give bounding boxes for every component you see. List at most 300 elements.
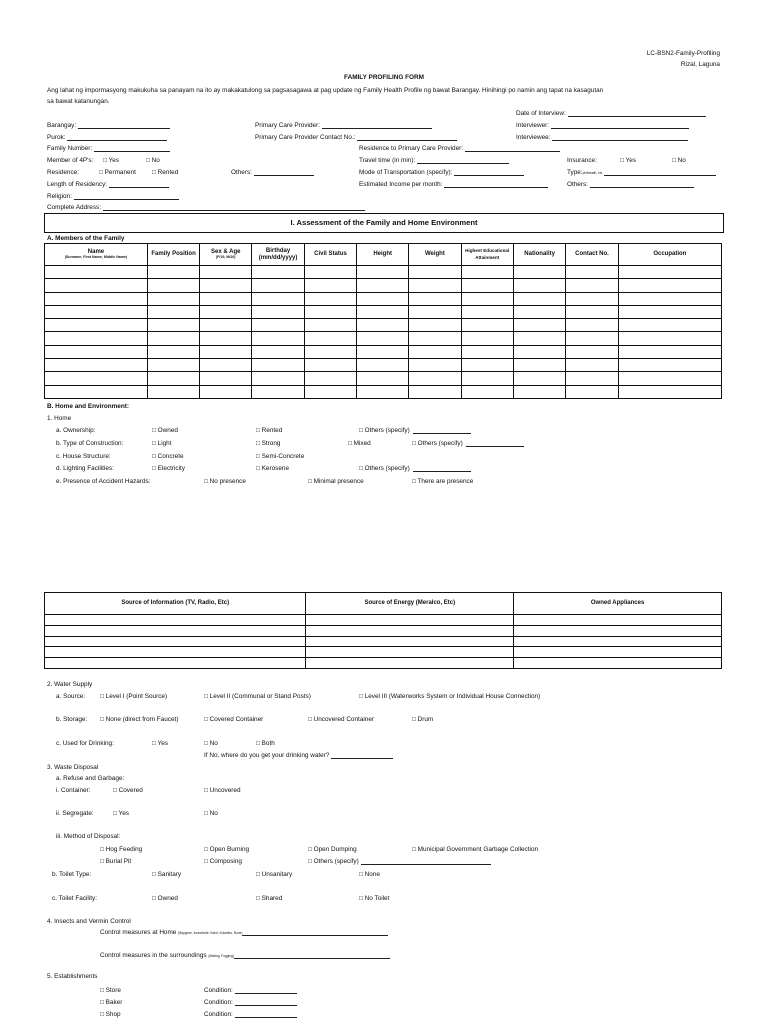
table-cell[interactable] (357, 305, 409, 318)
date-of-interview-label: Date of Interview: (516, 110, 566, 117)
water-source-level3-checkbox[interactable]: □ Level III (Waterworks System or Individual House Connection) (359, 693, 541, 700)
table-row (45, 305, 722, 318)
drinking-yes-checkbox[interactable]: □ Yes (152, 740, 168, 747)
table-cell[interactable] (45, 636, 306, 647)
table-row (45, 385, 722, 398)
table-cell[interactable] (566, 279, 618, 292)
segregate-yes-checkbox[interactable]: □ Yes (113, 810, 129, 817)
table-cell[interactable] (409, 385, 461, 398)
table-row (45, 372, 722, 385)
table-cell[interactable] (461, 266, 513, 279)
table-cell[interactable] (304, 359, 356, 372)
table-cell[interactable] (45, 279, 148, 292)
column-header (200, 244, 252, 266)
table-cell[interactable] (409, 345, 461, 358)
column-header: Source of Energy (Meralco, Etc) (306, 593, 514, 615)
table-cell[interactable] (409, 372, 461, 385)
table-cell[interactable] (566, 372, 618, 385)
members-label: A. Members of the Family (47, 235, 125, 242)
water-source-level1-checkbox[interactable]: □ Level I (Point Source) (100, 693, 168, 700)
table-cell[interactable] (357, 359, 409, 372)
column-header (513, 244, 565, 266)
length-residency-field[interactable] (47, 181, 169, 188)
table-cell[interactable] (252, 345, 305, 358)
intro-text: Ang lahat ng impormasyong makukuha sa panayam na ito ay makakatulong sa pagsasagawa at pag update ng Family Health Profile ng bawat Barangay. Hinihingi po namin ang tapat na kasagutan (47, 87, 604, 94)
toilet-facility-label: c. Toilet Facility: (52, 895, 97, 902)
store-checkbox[interactable]: □ Store (100, 987, 121, 994)
table-cell[interactable] (409, 319, 461, 332)
table-row (45, 636, 722, 647)
table-cell[interactable] (200, 266, 252, 279)
table-cell[interactable] (45, 345, 148, 358)
interviewee-label: Interviewee: (516, 134, 551, 141)
drinking-source-question: If No, where do you get your drinking water? (204, 752, 330, 759)
home-option-label: □ Strong (256, 439, 281, 447)
home-option-label: □ No presence (204, 478, 246, 486)
table-cell[interactable] (304, 372, 356, 385)
table-cell[interactable] (200, 332, 252, 345)
home-option-label: □ Light (152, 439, 172, 447)
others-label: Others: (567, 181, 588, 188)
table-cell[interactable] (461, 319, 513, 332)
container-label: i. Container: (56, 787, 91, 794)
table-cell[interactable] (618, 266, 721, 279)
table-cell[interactable] (618, 292, 721, 305)
table-cell[interactable] (514, 658, 722, 669)
home-row-label: a. Ownership: (56, 427, 96, 434)
column-header-label: Birthday (mm/dd/yyyy) (258, 247, 298, 261)
table-cell[interactable] (200, 292, 252, 305)
barangay-label: Barangay: (47, 122, 77, 129)
control-surroundings-field[interactable] (100, 952, 390, 959)
table-cell[interactable] (304, 385, 356, 398)
section-title: I. Assessment of the Family and Home Environment (290, 218, 478, 227)
transport-label: Mode of Transportation (specify): (359, 169, 453, 176)
table-cell[interactable] (304, 266, 356, 279)
table-cell[interactable] (45, 385, 148, 398)
table-cell[interactable] (200, 279, 252, 292)
toilet-sanitary-checkbox[interactable]: □ Sanitary (152, 871, 182, 878)
residence-label: Residence: (47, 169, 79, 176)
home-option-checkbox[interactable] (152, 440, 172, 447)
table-cell[interactable] (461, 292, 513, 305)
table-cell[interactable] (147, 305, 199, 318)
home-row-label: b. Type of Construction: (56, 439, 124, 447)
table-cell[interactable] (45, 266, 148, 279)
storage-drum-checkbox[interactable]: □ Drum (412, 716, 434, 723)
pcp-label: Primary Care Provider: (255, 122, 320, 129)
table-cell[interactable] (618, 372, 721, 385)
table-cell[interactable] (514, 636, 722, 647)
table-cell[interactable] (409, 292, 461, 305)
table-cell[interactable] (252, 266, 305, 279)
column-header-label: Nationality (524, 251, 555, 258)
baker-checkbox[interactable]: □ Baker (100, 999, 123, 1006)
disposal-others-field[interactable] (308, 858, 491, 865)
table-cell[interactable] (566, 359, 618, 372)
table-cell[interactable] (409, 359, 461, 372)
table-cell[interactable] (357, 332, 409, 345)
table-cell[interactable] (45, 658, 306, 669)
condition-label: Condition: (204, 999, 233, 1006)
store-condition-field[interactable] (204, 987, 297, 994)
residence-permanent-checkbox[interactable]: □ Permanent (99, 169, 136, 176)
home-option-label: □ Others (specify) (359, 465, 410, 473)
open-burning-checkbox[interactable]: □ Open Burning (204, 846, 250, 853)
burial-pit-checkbox[interactable]: □ Burial Pit (100, 858, 132, 865)
member-4ps-yes-checkbox[interactable]: □ Yes (103, 157, 119, 164)
table-cell[interactable] (200, 359, 252, 372)
table-cell[interactable] (304, 292, 356, 305)
home-option-checkbox[interactable] (204, 478, 246, 485)
table-cell[interactable] (45, 319, 148, 332)
open-dumping-checkbox[interactable]: □ Open Dumping (308, 846, 357, 853)
home-option-label: □ Rented (256, 427, 283, 434)
table-cell[interactable] (147, 385, 199, 398)
insurance-type-hint: philhealth, etc (582, 171, 603, 175)
table-cell[interactable] (45, 292, 148, 305)
table-cell[interactable] (252, 305, 305, 318)
table-cell[interactable] (566, 385, 618, 398)
table-cell[interactable] (306, 625, 514, 636)
table-cell[interactable] (252, 292, 305, 305)
section-title-box (44, 213, 724, 233)
home-option-checkbox[interactable] (412, 440, 524, 447)
purok-field[interactable] (47, 134, 167, 141)
column-header-hint: (Surname, First Name, Middle Name) (64, 254, 128, 259)
condition-label: Condition: (204, 1011, 233, 1018)
storage-covered-checkbox[interactable]: □ Covered Container (204, 716, 264, 723)
table-cell[interactable] (461, 332, 513, 345)
table-cell[interactable] (357, 266, 409, 279)
home-row-label: e. Presence of Accident Hazards: (56, 478, 151, 486)
table-cell[interactable] (513, 359, 565, 372)
column-header-label: Height (373, 251, 393, 258)
table-cell[interactable] (304, 319, 356, 332)
table-cell[interactable] (618, 319, 721, 332)
table-cell[interactable] (357, 372, 409, 385)
table-cell[interactable] (306, 636, 514, 647)
table-row (45, 319, 722, 332)
travel-time-field[interactable] (359, 157, 509, 164)
table-row (45, 266, 722, 279)
column-header (618, 244, 721, 266)
facility-owned-checkbox[interactable]: □ Owned (152, 895, 178, 902)
table-cell[interactable] (147, 319, 199, 332)
home-option-label: □ Owned (152, 427, 178, 434)
table-cell[interactable] (409, 332, 461, 345)
table-cell[interactable] (147, 279, 199, 292)
toilet-type-label: b. Toilet Type: (52, 871, 92, 878)
address-field[interactable] (47, 204, 365, 211)
water-storage-label: b. Storage: (56, 716, 88, 723)
column-header (357, 244, 409, 266)
table-cell[interactable] (147, 372, 199, 385)
home-option-checkbox[interactable] (412, 478, 473, 485)
table-cell[interactable] (147, 332, 199, 345)
water-source-label: a. Source: (56, 693, 86, 700)
religion-label: Religion: (47, 193, 72, 200)
control-home-hint: (Baygone, Insecticide, Katol, Kulambo, None) (178, 931, 243, 935)
table-cell[interactable] (306, 647, 514, 658)
home-row-label: c. House Structure: (56, 452, 111, 460)
table-cell[interactable] (618, 332, 721, 345)
table-cell[interactable] (513, 332, 565, 345)
table-cell[interactable] (461, 372, 513, 385)
toilet-unsanitary-checkbox[interactable]: □ Unsanitary (256, 871, 293, 878)
table-cell[interactable] (618, 279, 721, 292)
column-header: Owned Appliances (514, 593, 722, 615)
table-cell[interactable] (306, 615, 514, 626)
toilet-none-checkbox[interactable]: □ None (359, 871, 380, 878)
table-cell[interactable] (409, 266, 461, 279)
table-cell[interactable] (252, 319, 305, 332)
table-cell[interactable] (514, 615, 722, 626)
column-header-label: Civil Status (314, 251, 347, 258)
column-header (409, 244, 461, 266)
table-row (45, 359, 722, 372)
table-cell[interactable] (409, 279, 461, 292)
table-cell[interactable] (461, 305, 513, 318)
condition-label: Condition: (204, 987, 233, 994)
religion-field[interactable] (47, 193, 179, 200)
table-cell[interactable] (513, 279, 565, 292)
refuse-label: a. Refuse and Garbage: (56, 775, 125, 782)
column-header: Source of Information (TV, Radio, Etc) (45, 593, 306, 615)
column-header-label: Family Position (151, 251, 196, 258)
insurance-type-field[interactable] (567, 169, 716, 176)
table-cell[interactable] (566, 292, 618, 305)
home-option-label: □ There are presence (412, 478, 474, 486)
establishments-label: 5. Establishments (47, 973, 98, 980)
table-cell[interactable] (513, 372, 565, 385)
table-cell[interactable] (357, 385, 409, 398)
table-cell[interactable] (306, 658, 514, 669)
home-option-checkbox[interactable] (256, 427, 282, 434)
table-cell[interactable] (147, 292, 199, 305)
page-title: FAMILY PROFILING FORM (344, 74, 424, 81)
table-cell[interactable] (45, 647, 306, 658)
home-option-checkbox[interactable] (308, 478, 364, 485)
insurance-type-label: Type: (567, 169, 583, 176)
table-cell[interactable] (252, 385, 305, 398)
home-option-checkbox[interactable] (256, 453, 304, 460)
insurance-no-checkbox[interactable]: □ No (672, 157, 686, 164)
table-cell[interactable] (357, 279, 409, 292)
table-cell[interactable] (252, 332, 305, 345)
interviewer-label: Interviewer: (516, 122, 550, 129)
table-cell[interactable] (513, 266, 565, 279)
home-option-checkbox[interactable] (359, 465, 471, 472)
table-cell[interactable] (513, 319, 565, 332)
facility-no-toilet-checkbox[interactable]: □ No Toilet (359, 895, 390, 902)
table-cell[interactable] (566, 305, 618, 318)
insurance-yes-checkbox[interactable]: □ Yes (620, 157, 636, 164)
water-source-level2-checkbox[interactable]: □ Level II (Communal or Stand Posts) (204, 693, 311, 700)
member-4ps-label: Member of 4P's: (47, 157, 94, 164)
residence-pcp-label: Residence to Primary Care Provider: (359, 145, 464, 152)
control-home-label: Control measures at Home (100, 929, 177, 936)
residence-rented-checkbox[interactable]: □ Rented (152, 169, 179, 176)
intro-text-2: sa bawat katanungan. (47, 98, 110, 105)
insects-label: 4. Insects and Vermin Control (47, 918, 131, 925)
interviewee-field[interactable] (516, 134, 688, 141)
pcp-contact-label: Primary Care Provider Contact No.: (255, 134, 356, 141)
home-option-checkbox[interactable] (152, 465, 185, 472)
column-header-label: Weight (424, 251, 445, 258)
date-of-interview-field[interactable] (516, 110, 706, 117)
residence-pcp-field[interactable] (359, 145, 560, 152)
table-cell[interactable] (252, 279, 305, 292)
column-header-label: Contact No. (575, 251, 609, 258)
table-row (45, 658, 722, 669)
residence-others-field[interactable] (231, 169, 314, 176)
home-option-label: □ Electricity (152, 465, 185, 473)
home-option-label: □ Minimal presence (308, 478, 364, 486)
shop-condition-field[interactable] (204, 1011, 297, 1018)
drinking-both-checkbox[interactable]: □ Both (256, 740, 275, 747)
interviewer-field[interactable] (516, 122, 689, 129)
table-cell[interactable] (45, 372, 148, 385)
transport-field[interactable] (359, 169, 524, 176)
table-cell[interactable] (618, 385, 721, 398)
table-cell[interactable] (514, 647, 722, 658)
table-cell[interactable] (304, 345, 356, 358)
table-row (45, 647, 722, 658)
drinking-source-field[interactable] (204, 752, 393, 759)
residence-others-label: Others: (231, 169, 252, 176)
table-cell[interactable] (45, 332, 148, 345)
home-option-checkbox[interactable] (152, 427, 178, 434)
home-option-checkbox[interactable] (359, 427, 471, 434)
table-cell[interactable] (45, 625, 306, 636)
table-cell[interactable] (304, 332, 356, 345)
control-surroundings-label: Control measures in the surroundings (100, 952, 207, 959)
facility-shared-checkbox[interactable]: □ Shared (256, 895, 283, 902)
table-cell[interactable] (252, 372, 305, 385)
column-header-label: Sex & Age (210, 249, 241, 256)
table-cell[interactable] (566, 332, 618, 345)
home-option-label: □ Mixed (348, 439, 371, 447)
shop-checkbox[interactable]: □ Shop (100, 1011, 121, 1018)
table-cell[interactable] (618, 359, 721, 372)
table-row (45, 292, 722, 305)
composing-checkbox[interactable]: □ Composing (204, 858, 242, 865)
table-cell[interactable] (461, 345, 513, 358)
table-cell[interactable] (200, 372, 252, 385)
table-cell[interactable] (200, 385, 252, 398)
segregate-no-checkbox[interactable]: □ No (204, 810, 218, 817)
table-cell[interactable] (304, 305, 356, 318)
income-field[interactable] (359, 181, 548, 188)
pcp-contact-field[interactable] (255, 134, 457, 141)
waste-label: 3. Waste Disposal (47, 764, 99, 771)
table-cell[interactable] (200, 345, 252, 358)
column-header (304, 244, 356, 266)
container-covered-checkbox[interactable]: □ Covered (113, 787, 143, 794)
table-cell[interactable] (566, 266, 618, 279)
drinking-no-checkbox[interactable]: □ No (204, 740, 218, 747)
income-label: Estimated Income per month: (359, 181, 443, 188)
table-cell[interactable] (618, 305, 721, 318)
table-cell[interactable] (357, 345, 409, 358)
others-field[interactable] (567, 181, 694, 188)
table-cell[interactable] (513, 385, 565, 398)
table-cell[interactable] (357, 292, 409, 305)
home-option-label: □ Others (specify) (412, 439, 463, 447)
table-cell[interactable] (461, 279, 513, 292)
table-cell[interactable] (514, 625, 722, 636)
table-cell[interactable] (304, 279, 356, 292)
segregate-label: ii. Segregate: (56, 810, 94, 817)
column-header-label: Highest Educational Attainment (465, 247, 510, 260)
table-cell[interactable] (513, 345, 565, 358)
municipal-collection-checkbox[interactable]: □ Municipal Government Garbage Collection (412, 846, 539, 853)
home-option-label: □ Kerosene (256, 465, 289, 473)
barangay-field[interactable] (47, 122, 170, 129)
table-cell[interactable] (461, 385, 513, 398)
home-option-checkbox[interactable] (348, 440, 371, 447)
column-header-label: Occupation (653, 251, 687, 258)
home-option-checkbox[interactable] (256, 465, 289, 472)
table-cell[interactable] (252, 359, 305, 372)
table-row (45, 332, 722, 345)
table-cell[interactable] (45, 615, 306, 626)
table-cell[interactable] (147, 266, 199, 279)
table-cell[interactable] (566, 319, 618, 332)
table-cell[interactable] (200, 305, 252, 318)
table-cell[interactable] (513, 292, 565, 305)
table-cell[interactable] (409, 305, 461, 318)
table-cell[interactable] (513, 305, 565, 318)
table-cell[interactable] (618, 345, 721, 358)
table-cell[interactable] (357, 319, 409, 332)
control-home-field[interactable] (100, 929, 388, 936)
drinking-label: c. Used for Drinking: (56, 740, 114, 747)
column-header (147, 244, 199, 266)
storage-none-checkbox[interactable]: □ None (direct from Faucet) (100, 716, 179, 723)
table-cell[interactable] (45, 305, 148, 318)
container-uncovered-checkbox[interactable]: □ Uncovered (204, 787, 241, 794)
storage-uncovered-checkbox[interactable]: □ Uncovered Container (308, 716, 375, 723)
table-cell[interactable] (147, 345, 199, 358)
column-header-label: Name (87, 249, 105, 256)
table-cell[interactable] (45, 359, 148, 372)
home-env-label: B. Home and Environment: (47, 403, 130, 410)
control-surroundings-hint: (Misting, Fogging) (208, 954, 234, 958)
table-cell[interactable] (566, 345, 618, 358)
purok-label: Purok: (47, 134, 66, 141)
baker-condition-field[interactable] (204, 999, 297, 1006)
disposal-others-checkbox[interactable]: □ Others (specify) (308, 858, 359, 865)
family-number-field[interactable] (47, 145, 170, 152)
form-code: LC-BSN2-Family-Profiling (646, 50, 720, 57)
table-cell[interactable] (461, 359, 513, 372)
table-row (45, 345, 722, 358)
home-option-checkbox[interactable] (256, 440, 280, 447)
table-cell[interactable] (147, 359, 199, 372)
home-option-label: □ Semi-Concrete (256, 452, 305, 460)
pcp-field[interactable] (255, 122, 432, 129)
water-supply-label: 2. Water Supply (47, 681, 93, 688)
member-4ps-no-checkbox[interactable]: □ No (146, 157, 160, 164)
hog-feeding-checkbox[interactable]: □ Hog Feeding (100, 846, 143, 853)
members-table (44, 243, 722, 399)
table-cell[interactable] (200, 319, 252, 332)
insurance-label: Insurance: (567, 157, 597, 164)
travel-time-label: Travel time (in min): (359, 157, 416, 164)
home-option-checkbox[interactable] (152, 453, 184, 460)
